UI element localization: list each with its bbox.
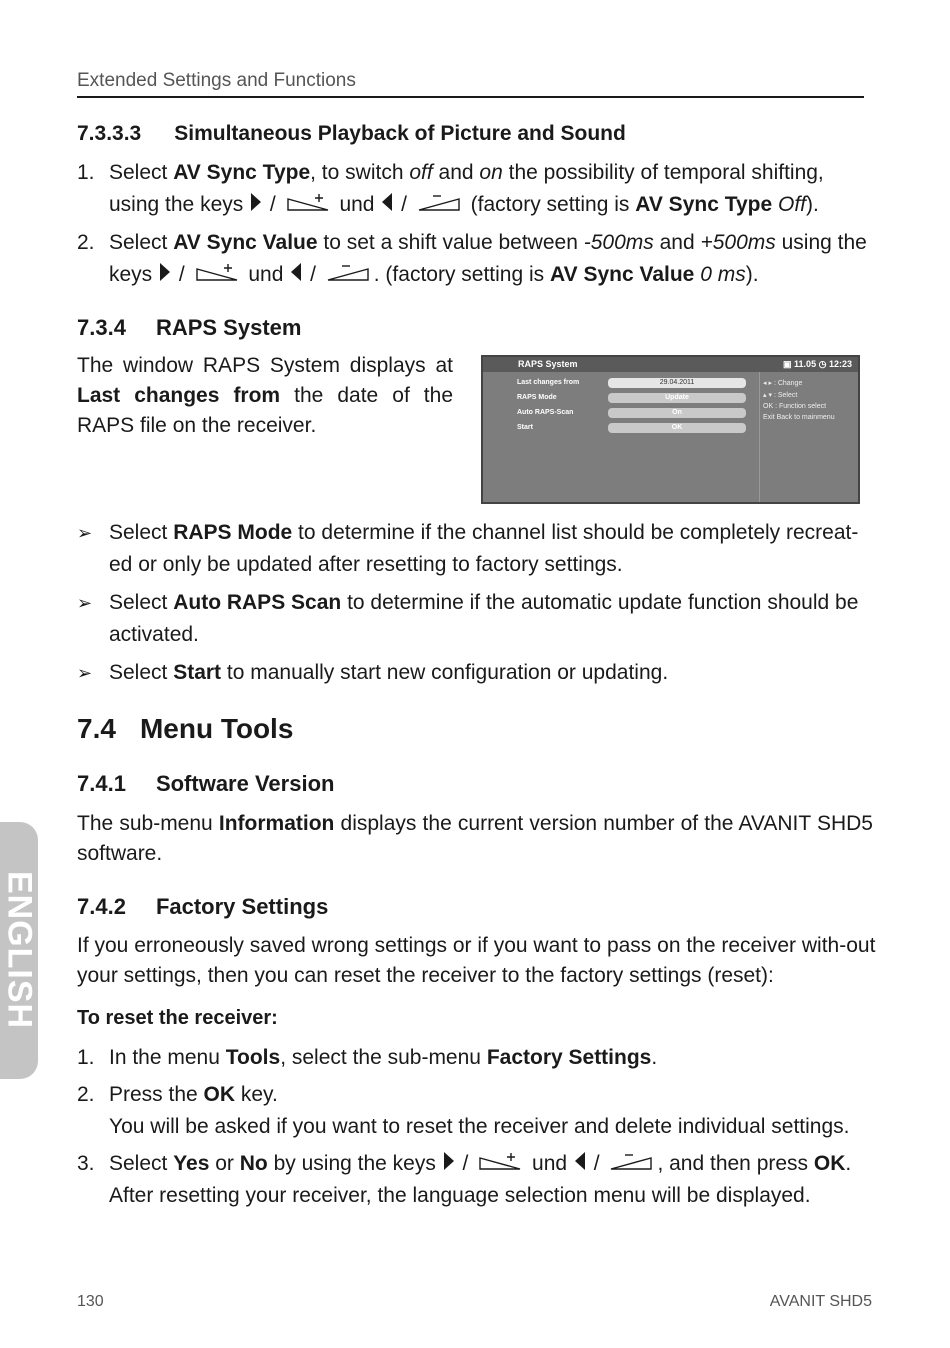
text: The window RAPS System displays at bbox=[77, 354, 453, 377]
language-tab-label: ENGLISH bbox=[0, 870, 39, 1030]
text: . (factory setting is bbox=[373, 263, 550, 286]
raps-row-label: Last changes from bbox=[517, 379, 580, 386]
screen-title: RAPS System bbox=[518, 359, 578, 369]
bullet-raps-mode bbox=[77, 517, 869, 581]
tools-term: Tools bbox=[225, 1046, 281, 1069]
text: und bbox=[333, 193, 381, 216]
text: or bbox=[209, 1152, 240, 1175]
help-key: ▴ ▾ bbox=[763, 392, 772, 399]
text: / bbox=[456, 1152, 475, 1175]
ok-key-term: OK bbox=[203, 1083, 236, 1106]
text: und bbox=[242, 263, 290, 286]
default-value: 0 ms bbox=[694, 263, 746, 286]
text: Select bbox=[109, 521, 174, 544]
av-sync-type-term: AV Sync Type bbox=[635, 193, 773, 216]
text: , to switch bbox=[310, 161, 410, 184]
raps-system-screenshot bbox=[481, 355, 860, 504]
help-text: Back to mainmenu bbox=[776, 414, 835, 421]
text: ). bbox=[806, 193, 819, 216]
bullet-auto-raps-scan bbox=[77, 587, 877, 651]
text: using the keys bbox=[109, 231, 867, 286]
information-term: Information bbox=[218, 812, 335, 835]
bullet-arrow-icon: ➢ bbox=[77, 523, 93, 543]
av-sync-value-step bbox=[77, 227, 877, 291]
software-version-text bbox=[77, 809, 873, 869]
yes-term: Yes bbox=[173, 1152, 210, 1175]
arrow-left-key-icon bbox=[575, 1152, 585, 1170]
screen-date: 11.05 bbox=[794, 359, 817, 369]
section-title: Factory Settings bbox=[155, 894, 329, 919]
raps-row-label: Start bbox=[517, 424, 533, 431]
text: to determine if the channel list should be completely recreat-ed or only be updated after resetting to factory settings. bbox=[109, 521, 859, 576]
step-number: 2. bbox=[77, 1083, 95, 1106]
volume-down-key-icon bbox=[417, 191, 461, 213]
arrow-right-key-icon bbox=[444, 1152, 454, 1170]
text: and bbox=[653, 231, 701, 254]
running-header: Extended Settings and Functions bbox=[77, 70, 356, 91]
section-number: 7.3.4 bbox=[77, 315, 126, 340]
av-sync-value-term: AV Sync Value bbox=[173, 231, 318, 254]
text: to set a shift value between bbox=[317, 231, 584, 254]
reset-subheading: To reset the receiver: bbox=[77, 1007, 278, 1029]
help-line bbox=[763, 391, 797, 399]
raps-description bbox=[77, 351, 453, 441]
header-rule bbox=[77, 96, 864, 98]
text: Press the bbox=[109, 1083, 204, 1106]
volume-down-key-icon bbox=[609, 1150, 653, 1172]
product-name: AVANIT SHD5 bbox=[769, 1293, 872, 1310]
help-key: OK bbox=[763, 403, 774, 410]
text: by using the keys bbox=[267, 1152, 442, 1175]
section-7333-heading bbox=[77, 122, 626, 146]
raps-row-value[interactable]: On bbox=[608, 408, 746, 418]
section-number: 7.4.1 bbox=[77, 771, 126, 796]
section-title: Simultaneous Playback of Picture and Sound bbox=[174, 122, 626, 145]
text: In the menu bbox=[109, 1046, 226, 1069]
text: Select bbox=[109, 1152, 174, 1175]
start-term: Start bbox=[173, 661, 222, 684]
ok-key-term: OK bbox=[813, 1152, 846, 1175]
av-sync-type-step bbox=[77, 157, 877, 221]
raps-row-label: Auto RAPS-Scan bbox=[517, 409, 574, 416]
raps-row-label: RAPS Mode bbox=[517, 394, 557, 401]
arrow-left-key-icon bbox=[382, 193, 392, 211]
arrow-right-key-icon bbox=[160, 263, 170, 281]
section-title: RAPS System bbox=[155, 315, 302, 340]
volume-up-key-icon bbox=[195, 261, 239, 283]
arrow-left-key-icon bbox=[291, 263, 301, 281]
bullet-arrow-icon: ➢ bbox=[77, 593, 93, 613]
section-title: Menu Tools bbox=[139, 713, 294, 744]
text: displays the current version number of the AVANIT SHD5 software. bbox=[77, 812, 873, 865]
text: Select bbox=[109, 591, 174, 614]
last-changes-term: Last changes from bbox=[77, 384, 281, 407]
section-number: 7.3.3.3 bbox=[77, 122, 142, 145]
screen-clock bbox=[783, 359, 852, 370]
help-key: ◂ ▸ bbox=[763, 380, 772, 387]
auto-raps-scan-term: Auto RAPS Scan bbox=[173, 591, 342, 614]
text: and bbox=[432, 161, 480, 184]
no-term: No bbox=[239, 1152, 268, 1175]
text: Select bbox=[109, 661, 174, 684]
text: You will be asked if you want to reset the receiver and delete individual settings. bbox=[109, 1115, 850, 1138]
text: the possibility of temporal shifting, using the keys bbox=[109, 161, 824, 216]
screen-title-bar bbox=[483, 357, 858, 372]
screen-time: 12:23 bbox=[828, 359, 852, 369]
av-sync-type-term: AV Sync Type bbox=[173, 161, 311, 184]
calendar-icon: ▣ bbox=[783, 359, 792, 369]
on-term: on bbox=[479, 161, 503, 184]
av-sync-value-term: AV Sync Value bbox=[550, 263, 695, 286]
help-text: : Select bbox=[773, 392, 798, 399]
bullet-arrow-icon: ➢ bbox=[77, 663, 93, 683]
off-term: off bbox=[409, 161, 433, 184]
text: After resetting your receiver, the language selection menu will be displayed. bbox=[109, 1184, 811, 1207]
factory-settings-term: Factory Settings bbox=[486, 1046, 652, 1069]
section-74-heading bbox=[77, 713, 293, 745]
help-line bbox=[763, 379, 802, 387]
text: / bbox=[587, 1152, 606, 1175]
text: to manually start new configuration or updating. bbox=[221, 661, 669, 684]
screen-divider bbox=[759, 372, 760, 502]
arrow-right-key-icon bbox=[251, 193, 261, 211]
help-text: : Function select bbox=[775, 403, 827, 410]
raps-row-value[interactable]: Update bbox=[608, 393, 746, 403]
min-value: -500ms bbox=[583, 231, 654, 254]
page-number: 130 bbox=[77, 1293, 104, 1310]
clock-icon: ◷ bbox=[818, 359, 827, 369]
bullet-start bbox=[77, 657, 877, 689]
section-734-heading bbox=[77, 315, 301, 341]
text: ). bbox=[745, 263, 759, 286]
section-741-heading bbox=[77, 771, 334, 797]
text: , and then press bbox=[657, 1152, 814, 1175]
step-number: 3. bbox=[77, 1152, 95, 1175]
raps-mode-term: RAPS Mode bbox=[173, 521, 293, 544]
step-number: 2. bbox=[77, 231, 95, 254]
raps-row-value[interactable]: 29.04.2011 bbox=[608, 378, 746, 388]
text: the date of the RAPS file on the receiver. bbox=[77, 384, 453, 437]
text: Select bbox=[109, 231, 174, 254]
help-line bbox=[763, 414, 835, 421]
text: und bbox=[526, 1152, 573, 1175]
text: . bbox=[845, 1152, 852, 1175]
text: / bbox=[264, 193, 282, 216]
text: Select bbox=[109, 161, 174, 184]
text: The sub-menu bbox=[77, 812, 219, 835]
text: / bbox=[304, 263, 322, 286]
max-value: +500ms bbox=[700, 231, 776, 254]
text: / bbox=[173, 263, 191, 286]
reset-step-2 bbox=[77, 1079, 877, 1143]
text: , select the sub-menu bbox=[280, 1046, 487, 1069]
volume-up-key-icon bbox=[286, 191, 330, 213]
volume-down-key-icon bbox=[326, 261, 370, 283]
text: . bbox=[651, 1046, 658, 1069]
help-text: : Change bbox=[773, 380, 803, 387]
volume-up-key-icon bbox=[478, 1150, 522, 1172]
reset-step-3 bbox=[77, 1148, 877, 1212]
reset-step-1 bbox=[77, 1042, 877, 1074]
text: to determine if the automatic update function should be activated. bbox=[109, 591, 859, 646]
raps-row-value[interactable]: OK bbox=[608, 423, 746, 433]
help-line bbox=[763, 403, 826, 410]
off-term: Off bbox=[772, 193, 807, 216]
text: (factory setting is bbox=[464, 193, 636, 216]
language-side-tab bbox=[0, 822, 38, 1079]
section-742-heading bbox=[77, 894, 328, 920]
factory-settings-intro: If you erroneously saved wrong settings or if you want to pass on the receiver with-out your settings, then you can reset the receiver to the factory settings (reset): bbox=[77, 934, 876, 987]
step-number: 1. bbox=[77, 1046, 95, 1069]
step-number: 1. bbox=[77, 161, 95, 184]
section-title: Software Version bbox=[155, 771, 335, 796]
text: / bbox=[395, 193, 413, 216]
section-number: 7.4 bbox=[77, 713, 116, 744]
section-number: 7.4.2 bbox=[77, 894, 126, 919]
help-key: Exit bbox=[763, 414, 775, 421]
text: key. bbox=[235, 1083, 278, 1106]
